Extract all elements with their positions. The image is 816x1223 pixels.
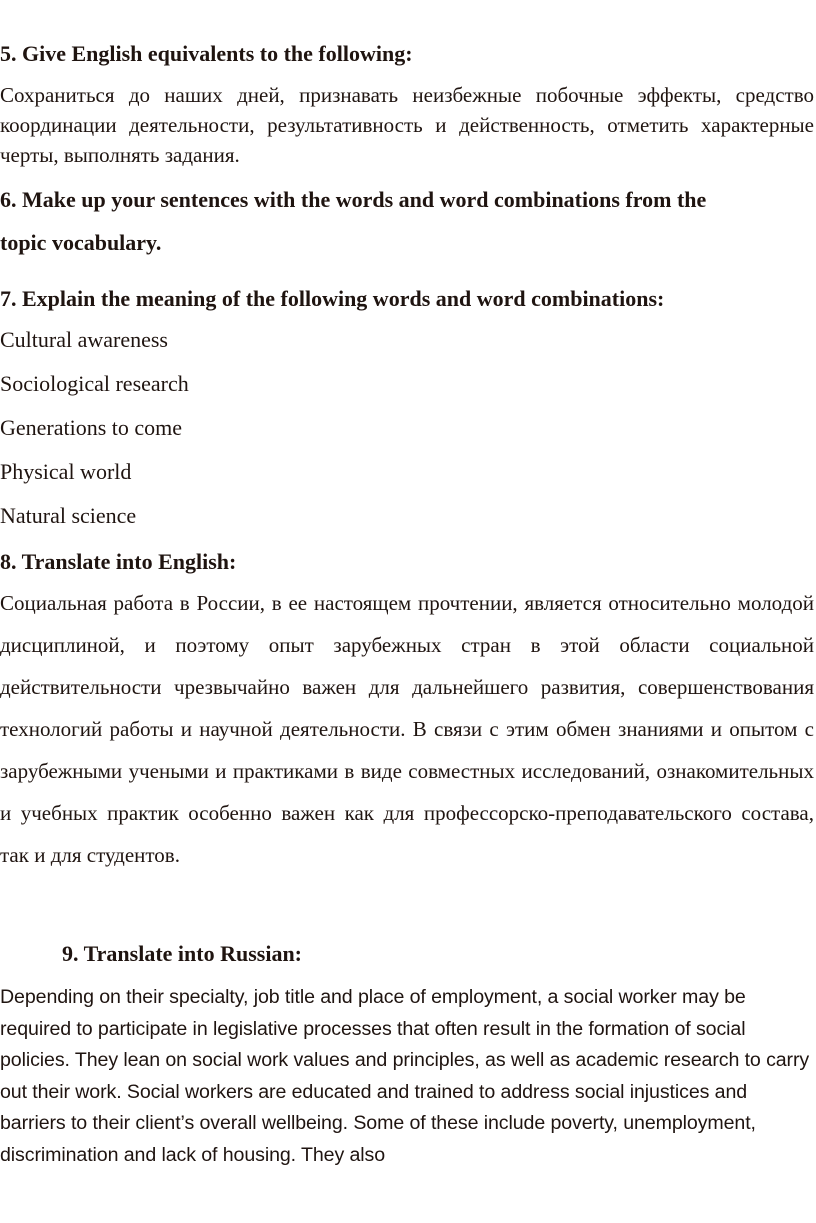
heading-exercise-6-line-1: 6. Make up your sentences with the words and word combinations from the (0, 187, 707, 212)
vocabulary-item: Physical world (0, 459, 132, 484)
heading-exercise-6-line-2: topic vocabulary. (0, 230, 162, 255)
exercise-9-body: Depending on their specialty, job title and place of employment, a social worker may be required to participate in legislative processes that often result in the formation of social policies. They lean on social work values and principles, as well as academic research to carry out their work. Social workers are educated and trained to address social injustices and barriers to their client’s overall wellbeing. Some of these include poverty, unemployment, discrimination and lack of housing. They also (0, 986, 810, 1166)
vocabulary-item: Sociological research (0, 371, 189, 396)
heading-exercise-7: 7. Explain the meaning of the following words and word combinations: (0, 286, 665, 311)
heading-exercise-5: 5. Give English equivalents to the following: (0, 41, 413, 66)
heading-exercise-9: 9. Translate into Russian: (62, 941, 303, 966)
vocabulary-item: Natural science (0, 503, 137, 528)
vocabulary-item: Cultural awareness (0, 327, 168, 352)
exercise-5-body: Сохраниться до наших дней, признавать неизбежные побочные эффекты, средство координации деятельности, результативность и действенность, отметить характерные черты, выполнять задания. (0, 83, 814, 167)
heading-exercise-8: 8. Translate into English: (0, 549, 237, 574)
vocabulary-item: Generations to come (0, 415, 183, 440)
exercise-8-body: Социальная работа в России, в ее настоящем прочтении, является относительно молодой дисциплиной, и поэтому опыт зарубежных стран в этой области социальной действительности чрезвычайно важен для дальнейшего развития, совершенствования технологий работы и научной деятельности. В связи с этим обмен знаниями и опытом с зарубежными учеными и практиками в виде совместных исследований, ознакомительных и учебных практик особенно важен как для профессорско-преподавательского состава, так и для студентов. (0, 591, 814, 867)
